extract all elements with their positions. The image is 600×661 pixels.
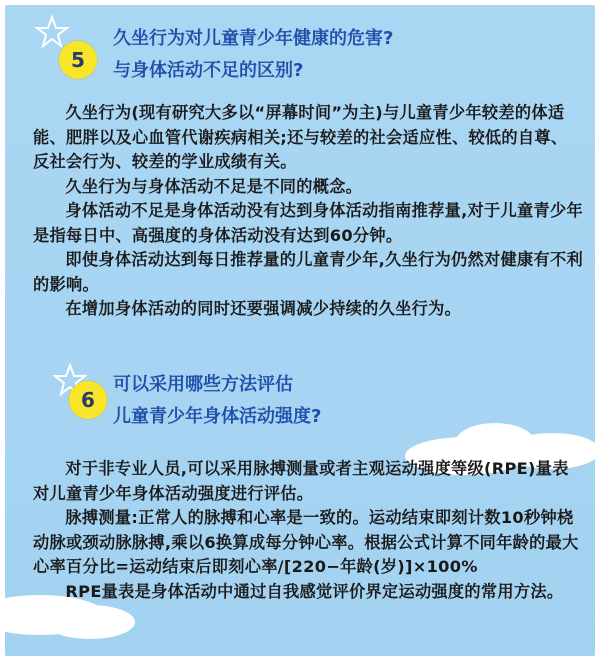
section-number-badge: 5	[59, 41, 97, 79]
section-title-line1: 久坐行为对儿童青少年健康的危害?	[113, 28, 394, 49]
cloud-decoration	[45, 605, 135, 639]
infographic-card	[5, 5, 595, 656]
section-title-line2: 儿童青少年身体活动强度?	[113, 406, 322, 427]
paragraph: RPE量表是身体活动中通过自我感觉评价界定运动强度的常用方法。	[65, 581, 564, 601]
section-title-line1: 可以采用哪些方法评估	[113, 374, 293, 395]
paragraph: 脉搏测量:正常人的脉搏和心率是一致的。运动结束即刻计数10秒钟桡动脉或颈动脉脉搏,乘以6换算成每分钟心率。根据公式计算不同年龄的最大心率百分比=运动结束后即刻心率/[220−年龄(岁)]×100%	[33, 508, 579, 576]
section-number-badge: 6	[69, 381, 107, 419]
paragraph: 久坐行为与身体活动不足是不同的概念。	[65, 176, 363, 196]
star-outline-icon	[35, 15, 69, 49]
paragraph: 对于非专业人员,可以采用脉搏测量或者主观运动强度等级(RPE)量表对儿童青少年身体活动强度进行评估。	[33, 459, 569, 503]
section-body	[33, 101, 583, 322]
paragraph: 在增加身体活动的同时还要强调减少持续的久坐行为。	[65, 299, 462, 318]
paragraph: 身体活动不足是身体活动没有达到身体活动指南推荐量,对于儿童青少年是指每日中、高强度的身体活动没有达到60分钟。	[33, 201, 583, 245]
paragraph: 久坐行为(现有研究大多以“屏幕时间”为主)与儿童青少年较差的体适能、肥胖以及心血管代谢疾病相关;还与较差的社会适应性、较低的自尊、反社会行为、较差的学业成绩有关。	[33, 103, 568, 171]
section-title-line2: 与身体活动不足的区别?	[113, 60, 304, 81]
section-body	[33, 457, 583, 604]
paragraph: 即使身体活动达到每日推荐量的儿童青少年,久坐行为仍然对健康有不利的影响。	[33, 250, 583, 294]
